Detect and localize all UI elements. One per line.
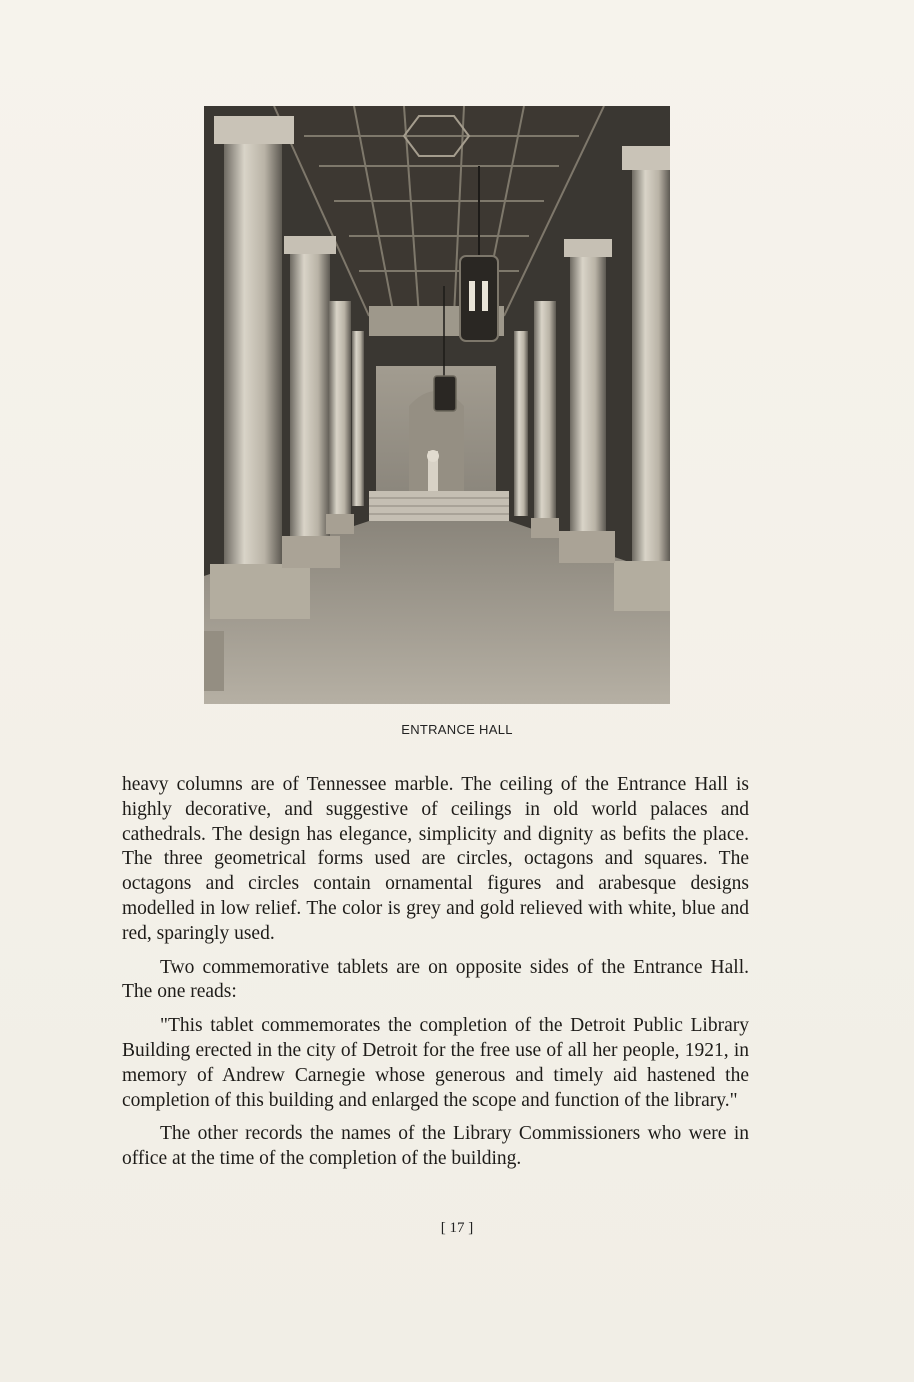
paragraph-tablets: Two commemorative tablets are on opposite sides of the Entrance Hall. The one reads: xyxy=(122,956,749,1003)
body-text xyxy=(122,773,749,1181)
page-number: [ 17 ] xyxy=(440,1220,474,1236)
figure-caption: ENTRANCE HALL xyxy=(401,722,513,737)
entrance-hall-photograph xyxy=(204,106,670,704)
paragraph-ceiling: heavy columns are of Tennessee marble. The ceiling of the Entrance Hall is highly decorative, and suggestive of ceilings in old world palaces and cathedrals. The design has elegance, simplicity and dignity as befits the place. The three geometrical forms used are circles, octagons and squares. The octagons and circles contain ornamental figures and arabesque designs modelled in low relief. The color is grey and gold relieved with white, blue and red, sparingly used. xyxy=(122,774,749,944)
paragraph-commissioners: The other records the names of the Library Commissioners who were in office at the time of the completion of the building. xyxy=(122,1123,749,1170)
paragraph-tablet-inscription: "This tablet commemorates the completion of the Detroit Public Library Building erected in the city of Detroit for the free use of all her people, 1921, in memory of Andrew Carnegie whose generous and timely aid hastened the completion of this building and enlarged the scope and function of the library." xyxy=(122,1015,749,1111)
